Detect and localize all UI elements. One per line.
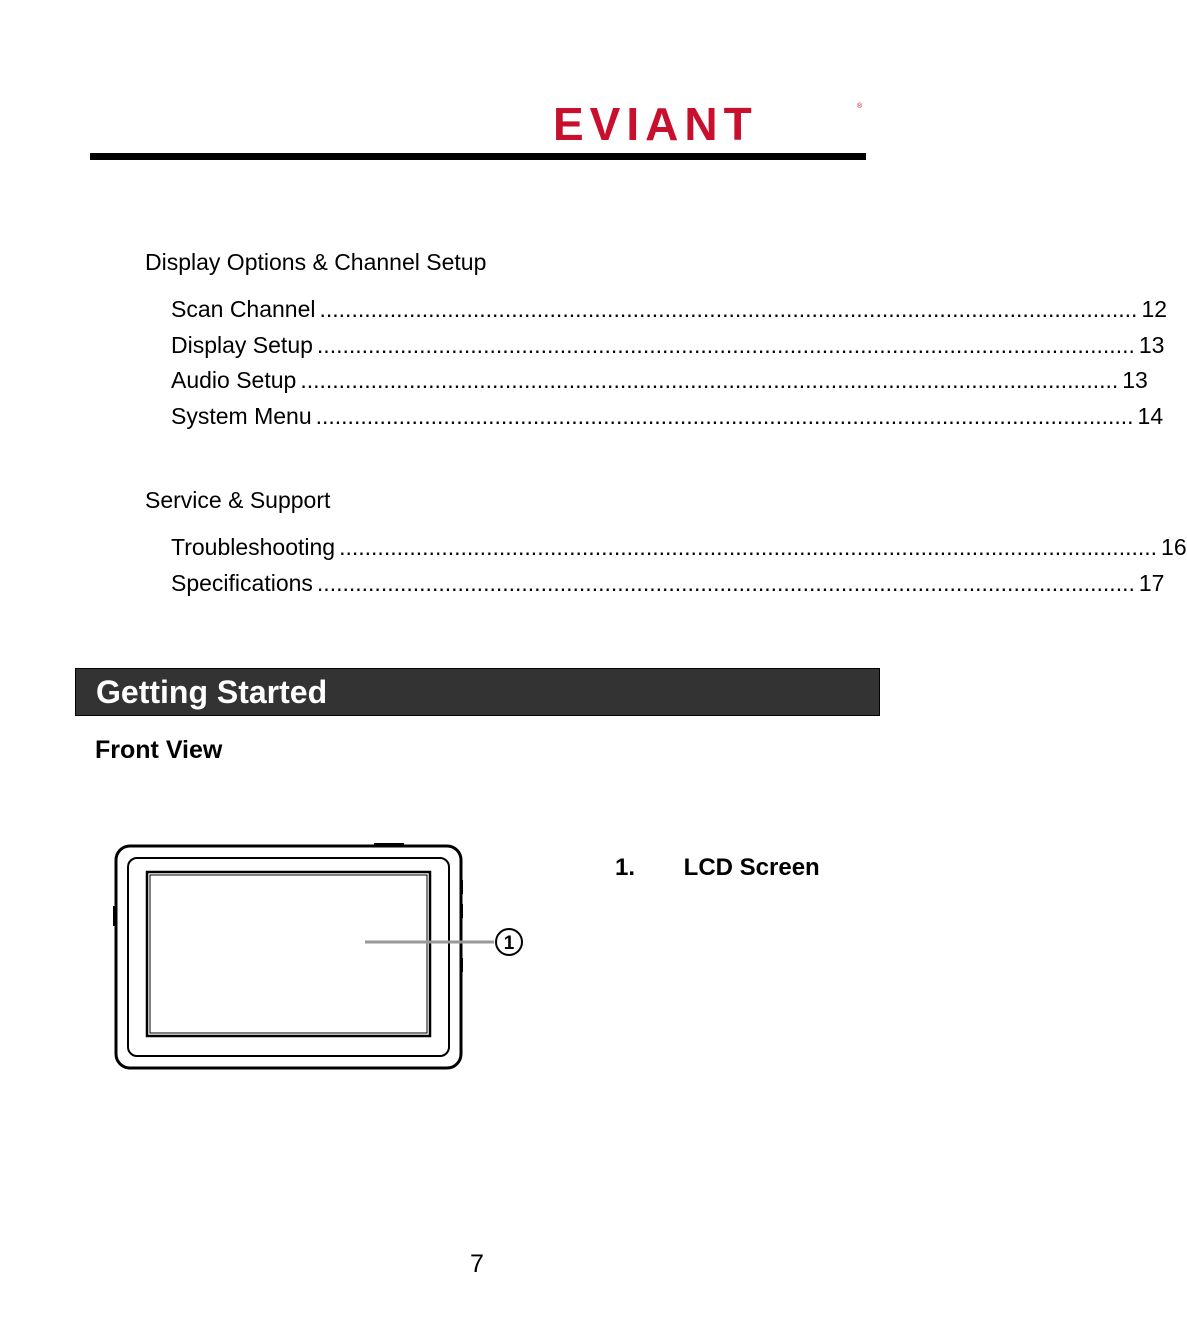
callout-number: 1 — [503, 933, 515, 954]
toc-entry-page: 12 — [1141, 296, 1168, 322]
device-front-illustration — [110, 840, 530, 1080]
toc-entry[interactable] — [171, 534, 1187, 562]
brand-logo-text: EVIANT — [553, 98, 758, 150]
toc-entry-page: 13 — [1138, 332, 1165, 358]
device-left-port — [113, 906, 116, 926]
toc-entry-label: Scan Channel — [171, 296, 316, 322]
device-top-button — [374, 843, 404, 846]
toc-entry-page: 16 — [1161, 534, 1187, 560]
toc-leader-dots: ................................................................................................................................ — [319, 296, 1138, 322]
section-title: Getting Started — [96, 674, 328, 710]
toc-entry-label: Troubleshooting — [171, 534, 336, 560]
figure-legend-item — [615, 854, 820, 882]
trademark-symbol: ® — [857, 103, 863, 110]
toc-leader-dots: ................................................................................................................................ — [315, 403, 1134, 429]
toc-section-title: Display Options & Channel Setup — [145, 249, 487, 275]
toc-entry[interactable] — [171, 570, 1165, 598]
section-header-bar — [75, 668, 880, 716]
header-rule — [90, 153, 866, 160]
page-number: 7 — [470, 1250, 484, 1278]
legend-number: 1. — [615, 854, 636, 881]
toc-leader-dots: ................................................................................................................................ — [316, 332, 1135, 358]
toc-entry-page: 14 — [1137, 403, 1164, 429]
device-side-button — [460, 880, 463, 894]
toc-leader-dots: ................................................................................................................................ — [339, 534, 1158, 560]
toc-entry-label: Specifications — [171, 570, 313, 596]
legend-label: LCD Screen — [683, 854, 820, 881]
toc-entry-page: 13 — [1122, 367, 1148, 393]
toc-entry-label: Audio Setup — [171, 367, 297, 393]
toc-entry-label: System Menu — [171, 403, 312, 429]
device-side-button — [460, 904, 463, 918]
toc-entry[interactable] — [171, 296, 1168, 324]
toc-entry-label: Display Setup — [171, 332, 313, 358]
toc-entry[interactable] — [171, 332, 1165, 360]
toc-section-title: Service & Support — [145, 487, 331, 513]
toc-leader-dots: ................................................................................................................................ — [316, 570, 1135, 596]
toc-entry[interactable] — [171, 367, 1148, 395]
device-side-button — [460, 958, 463, 972]
toc-entry-page: 17 — [1138, 570, 1165, 596]
toc-entry[interactable] — [171, 403, 1164, 431]
toc-leader-dots: ................................................................................................................................ — [300, 367, 1119, 393]
device-lcd-screen — [147, 872, 430, 1036]
subsection-title: Front View — [95, 736, 223, 764]
